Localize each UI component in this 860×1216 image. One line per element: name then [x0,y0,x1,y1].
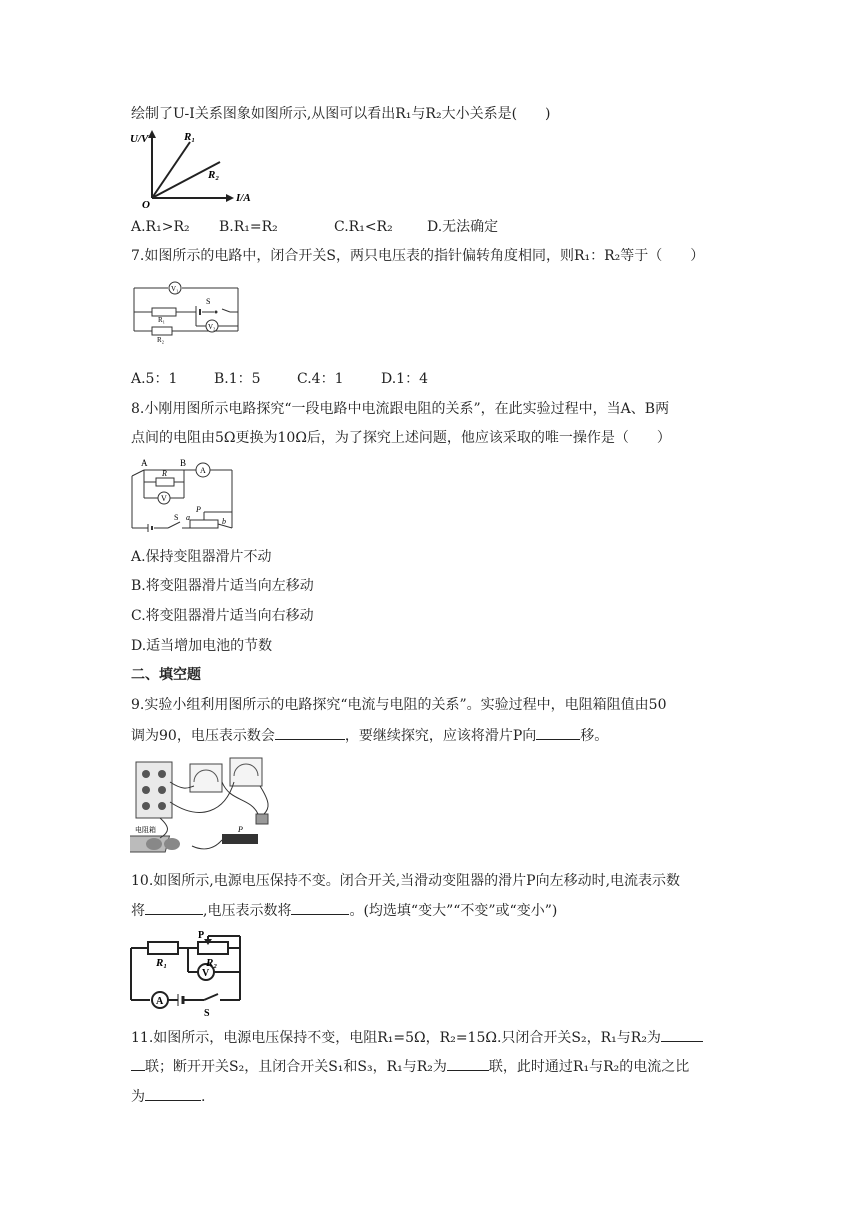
v1-label: V₁ [171,285,179,293]
q9-line1: 9.实验小组利用图所示的电路探究“电流与电阻的关系”。实验过程中，电阻箱阻值由50 [131,697,667,713]
resistor-label: R [162,469,167,478]
x-axis-label: I/A [236,192,251,204]
q7-option-c: C.4：1 [297,371,344,387]
r2-label: R₂ [157,336,165,344]
q8-option-c: C.将变阻器滑片适当向右移动 [131,608,314,624]
q8-stem-line2: 点间的电阻由5Ω更换为10Ω后，为了探究上述问题，他应该采取的唯一操作是（ ） [131,430,671,446]
q11-line2 [131,1056,689,1077]
q11-text-a: 11.如图所示，电源电压保持不变，电阻R₁=5Ω，R₂=15Ω.只闭合开关S₂，R₁与R₂为 [131,1030,661,1046]
switch-label: S [204,1008,210,1018]
section-heading: 二、填空题 [131,667,201,683]
q9-text-b: ，要继续探究，应该将滑片P向 [344,728,537,744]
q6-option-a: A.R₁>R₂ [131,219,190,235]
point-b-label: B [180,458,187,468]
q11-text-d: 为 [131,1089,145,1105]
end-a-label: a [186,513,190,522]
switch-label: S [174,513,179,522]
ammeter-label: A [156,996,164,1007]
q6-option-d: D.无法确定 [427,219,499,235]
q8-stem-line1: 8.小刚用图所示电路探究“一段电路中电流跟电阻的关系”，在此实验过程中，当A、B两 [131,401,670,417]
q11-text-c: 联，此时通过R₁与R₂的电流之比 [488,1059,690,1075]
q10-blank-2[interactable] [291,900,349,915]
r2-label: R₂ [208,169,220,181]
q11-text-b: 联；断开开关S₂，且闭合开关S₁和S₃，R₁与R₂为 [145,1059,447,1075]
resistance-box-icon [136,762,172,818]
q9-apparatus-photo [130,752,280,858]
q8-option-a: A.保持变阻器滑片不动 [131,549,272,565]
r1-line [152,142,190,198]
v2-label: V₂ [208,323,216,331]
q11-line3 [131,1086,205,1107]
q11-blank-2[interactable] [447,1056,489,1071]
q9-line2 [131,725,608,746]
q8-option-d: D.适当增加电池的节数 [131,638,273,654]
q7-stem: 7.如图所示的电路中，闭合开关S，两只电压表的指针偏转角度相同，则R₁：R₂等于（ ） [131,248,705,264]
switch-label: S [206,297,211,306]
end-b-label: b [222,517,226,526]
x-axis-arrow [226,194,234,202]
q10-text-b: ,电压表示数将 [203,903,292,919]
r1-label: R₁ [158,316,166,324]
resistance-box-label: 电阻箱 [135,826,156,834]
ui-graph-figure [130,128,255,208]
origin-label: O [142,199,150,208]
voltmeter-label: V [202,968,210,979]
q9-blank-1[interactable] [275,725,345,740]
y-axis-arrow [148,130,156,138]
q9-blank-2[interactable] [536,725,580,740]
q11-line1 [131,1027,703,1048]
q11-blank-3[interactable] [145,1086,201,1101]
q6-option-b: B.R₁=R₂ [219,219,278,235]
y-axis-label: U/V [130,133,149,145]
r1-label: R₁ [184,131,196,143]
slider-p-label: P [238,825,243,834]
ammeter-label: A [200,466,206,475]
q10-line1: 10.如图所示,电源电压保持不变。闭合开关,当滑动变阻器的滑片P向左移动时,电流表示数 [131,873,681,889]
q7-circuit-figure [130,276,245,356]
point-a-label: A [141,458,148,468]
q9-text-a: 调为90，电压表示数会 [131,728,275,744]
q11-blank-1b[interactable] [131,1056,145,1071]
q8-circuit-figure [128,458,248,536]
q10-blank-1[interactable] [145,900,203,915]
q10-text-a: 将 [131,903,145,919]
q7-options [131,369,428,389]
q6-stem: 绘制了U-I关系图象如图所示,从图可以看出R₁与R₂大小关系是( ) [131,106,551,122]
q6-options [131,217,498,237]
q6-option-c: C.R₁<R₂ [334,219,393,235]
q10-text-c: 。(均选填“变大”“不变”或“变小”) [349,903,558,919]
slider-p-label: P [196,505,201,514]
q7-option-a: A.5：1 [131,371,178,387]
r2-label: R₂ [206,957,218,969]
rheostat-icon [222,834,258,844]
q7-option-d: D.1：4 [381,371,428,387]
q9-text-c: 移。 [580,728,609,744]
r1-label: R₁ [156,957,168,969]
voltmeter-label: V [161,494,167,503]
q10-line2 [131,900,557,921]
q10-circuit-figure [128,928,248,1018]
q7-option-b: B.1：5 [214,371,261,387]
slider-p-label: P [198,930,205,941]
q11-text-e: . [201,1089,206,1105]
q11-blank-1a[interactable] [661,1027,703,1042]
q8-option-b: B.将变阻器滑片适当向左移动 [131,578,314,594]
